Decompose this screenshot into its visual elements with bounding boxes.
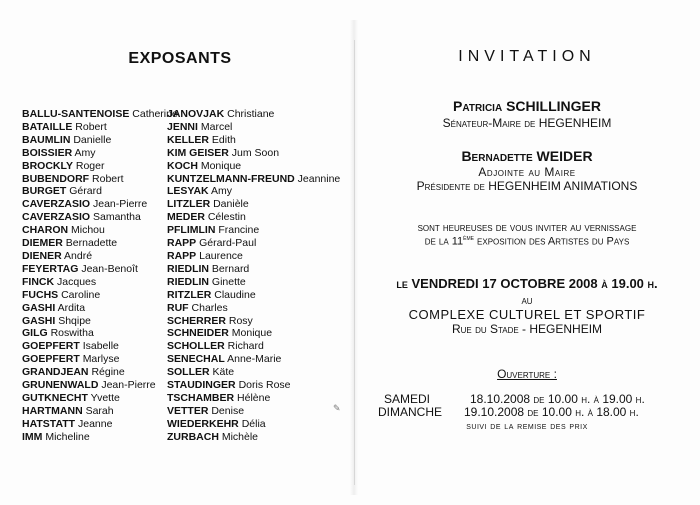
exhibitor-last-name: RIEDLIN xyxy=(167,275,209,288)
exhibitor-first-name: Francine xyxy=(218,224,260,237)
exhibitor-entry xyxy=(167,405,357,418)
exhibitor-last-name: PFLIMLIN xyxy=(167,224,216,237)
exhibitor-entry xyxy=(167,224,357,237)
au-text: au xyxy=(521,295,533,307)
exhibitor-entry xyxy=(167,263,357,276)
exhibitor-entry xyxy=(167,121,357,134)
exhibitor-entry xyxy=(22,353,172,366)
exhibitor-last-name: HARTMANN xyxy=(22,404,83,417)
schedule-day: SAMEDI xyxy=(384,392,431,406)
exhibitor-entry xyxy=(22,276,172,289)
invite-text-1: sont heureuses de vous inviter au vernissage xyxy=(417,222,637,234)
exhibitor-entry xyxy=(167,418,357,431)
exhibitor-entry xyxy=(167,108,357,121)
exhibitor-entry xyxy=(22,237,172,250)
exhibitor-entry xyxy=(22,263,172,276)
exhibitor-last-name: VETTER xyxy=(167,404,209,417)
exhibitor-first-name: Délia xyxy=(241,417,266,430)
host2-name: Bernadette WEIDER xyxy=(461,148,593,164)
exhibitor-first-name: Jean-Benoît xyxy=(81,262,138,275)
exhibitor-entry xyxy=(167,185,357,198)
exhibitor-first-name: Jean-Pierre xyxy=(101,379,156,392)
exhibitor-last-name: RAPP xyxy=(167,237,197,250)
exhibitor-first-name: Robert xyxy=(75,120,107,133)
exhibitor-entry xyxy=(22,327,172,340)
exhibitor-last-name: DIEMER xyxy=(22,237,63,250)
exhibitor-first-name: Doris Rose xyxy=(238,379,291,392)
venue-name: COMPLEXE CULTUREL ET SPORTIF xyxy=(408,307,646,322)
exhibitor-last-name: GASHI xyxy=(22,314,56,327)
exhibitor-entry xyxy=(22,147,172,160)
exhibitor-first-name: André xyxy=(64,249,93,262)
exhibitor-last-name: SCHERRER xyxy=(167,314,226,327)
exhibitors-title: EXPOSANTS xyxy=(128,50,232,67)
exhibitor-entry xyxy=(22,211,172,224)
exhibitor-entry xyxy=(167,379,357,392)
exhibitor-first-name: Robert xyxy=(92,172,124,185)
exhibitor-entry xyxy=(167,289,357,302)
exhibitor-last-name: KELLER xyxy=(167,133,209,146)
exhibitor-first-name: Sarah xyxy=(85,404,114,417)
exhibitor-first-name: Anne-Marie xyxy=(227,353,282,366)
exhibitor-last-name: KUNTZELMANN-FREUND xyxy=(167,172,295,185)
exhibitor-first-name: Christiane xyxy=(227,108,275,120)
exhibitor-last-name: BURGET xyxy=(22,185,67,198)
exhibitor-entry xyxy=(167,366,357,379)
exhibitor-first-name: Richard xyxy=(227,340,264,353)
exhibitor-first-name: Bernadette xyxy=(65,237,118,250)
venue-address: Rue du Stade - HEGENHEIM xyxy=(451,322,603,336)
exhibitor-last-name: BROCKLY xyxy=(22,159,73,172)
exhibitor-first-name: Marcel xyxy=(200,120,233,133)
exhibitor-first-name: Michou xyxy=(71,224,105,237)
exhibitor-entry xyxy=(22,198,172,211)
exhibitor-first-name: Catherine xyxy=(132,108,178,120)
exhibitor-last-name: RITZLER xyxy=(167,288,212,301)
exhibitor-last-name: GOEPFERT xyxy=(22,340,80,353)
exhibitor-entry xyxy=(22,431,172,444)
exhibitor-last-name: RAPP xyxy=(167,249,197,262)
prize-note: suivi de la remise des prix xyxy=(466,421,588,432)
exhibitor-entry xyxy=(167,340,357,353)
exhibitor-first-name: Yvette xyxy=(90,391,120,404)
exhibitor-last-name: STAUDINGER xyxy=(167,379,236,392)
exhibitor-last-name: GOEPFERT xyxy=(22,353,80,366)
exhibitor-first-name: Käte xyxy=(212,366,235,379)
schedule-row xyxy=(384,392,694,406)
exhibitor-entry xyxy=(22,134,172,147)
invite-text-2-sup: ème xyxy=(463,235,474,242)
invite-text-2-post: exposition des Artistes du Pays xyxy=(473,235,630,248)
exhibitor-entry xyxy=(167,276,357,289)
exhibitor-last-name: BATAILLE xyxy=(22,120,73,133)
host2-role-1: Adjointe au Maire xyxy=(478,165,576,179)
exhibitor-last-name: JANOVJAK xyxy=(167,108,225,120)
exhibitor-last-name: JENNI xyxy=(167,120,198,133)
exhibitor-first-name: Rosy xyxy=(228,314,253,327)
exhibitor-entry xyxy=(22,160,172,173)
exhibitor-entry xyxy=(167,173,357,186)
host1-role: Sénateur-Maire de HEGENHEIM xyxy=(442,116,612,130)
exhibitor-entry xyxy=(167,392,357,405)
exhibitor-last-name: TSCHAMBER xyxy=(167,391,235,404)
exhibitor-last-name: FEYERTAG xyxy=(22,262,79,275)
opening-label: Ouverture : xyxy=(497,367,557,381)
exhibitor-first-name: Bernard xyxy=(211,262,250,275)
event-date: le VENDREDI 17 OCTOBRE 2008 à 19.00 h. xyxy=(396,276,658,291)
exhibitor-last-name: BAUMLIN xyxy=(22,133,71,146)
exhibitor-first-name: Jeanne xyxy=(78,417,113,430)
exhibitor-last-name: BUBENDORF xyxy=(22,172,90,185)
exhibitor-entry xyxy=(22,173,172,186)
exhibitor-entry xyxy=(22,340,172,353)
exhibitor-first-name: Roswitha xyxy=(50,327,94,340)
exhibitor-first-name: Marlyse xyxy=(82,353,120,366)
exhibitor-last-name: CHARON xyxy=(22,224,69,237)
exhibitor-last-name: DIENER xyxy=(22,249,62,262)
exhibitor-entry xyxy=(167,211,357,224)
exhibitor-last-name: KOCH xyxy=(167,159,198,172)
exhibitor-last-name: BALLU-SANTENOISE xyxy=(22,108,130,120)
exhibitor-first-name: Danièle xyxy=(213,198,249,211)
exhibitor-last-name: GUTKNECHT xyxy=(22,391,88,404)
exhibitor-last-name: WIEDERKEHR xyxy=(167,417,239,430)
paper-mark: ✎ xyxy=(333,403,341,413)
exhibitor-entry xyxy=(22,302,172,315)
schedule-hours: 18.10.2008 de 10.00 h. à 19.00 h. xyxy=(470,392,645,406)
exhibitor-last-name: IMM xyxy=(22,430,43,443)
exhibitor-first-name: Ardita xyxy=(57,301,86,314)
exhibitor-entry xyxy=(167,250,357,263)
exhibitor-first-name: Samantha xyxy=(92,211,141,224)
exhibitor-last-name: CAVERZASIO xyxy=(22,211,91,224)
exhibitor-first-name: Caroline xyxy=(61,288,101,301)
invitation-title: INVITATION xyxy=(458,48,596,65)
exhibitor-entry xyxy=(22,224,172,237)
exhibitor-entry xyxy=(167,147,357,160)
exhibitor-last-name: GRANDJEAN xyxy=(22,366,89,379)
exhibitor-last-name: HATSTATT xyxy=(22,417,76,430)
exhibitor-last-name: MEDER xyxy=(167,211,205,224)
exhibitors-column-b xyxy=(167,108,357,444)
exhibitor-first-name: Monique xyxy=(231,327,273,340)
exhibitor-entry xyxy=(167,431,357,444)
exhibitor-first-name: Jum Soon xyxy=(231,146,280,159)
exhibitor-entry xyxy=(22,108,178,121)
exhibitor-entry xyxy=(22,121,172,134)
exhibitor-last-name: RIEDLIN xyxy=(167,262,209,275)
exhibitor-entry xyxy=(22,315,172,328)
exhibitor-last-name: GASHI xyxy=(22,301,56,314)
exhibitor-first-name: Monique xyxy=(200,159,242,172)
exhibitor-last-name: ZURBACH xyxy=(167,430,219,443)
exhibitor-entry xyxy=(167,315,357,328)
exhibitor-first-name: Roger xyxy=(75,159,105,172)
exhibitor-last-name: SCHOLLER xyxy=(167,340,225,353)
host1-name: Patricia SCHILLINGER xyxy=(453,98,601,114)
invite-text-2-pre: de la 11 xyxy=(424,235,464,248)
exhibitor-last-name: RUF xyxy=(167,301,189,314)
exhibitor-last-name: GILG xyxy=(22,327,48,340)
exhibitor-last-name: SOLLER xyxy=(167,366,210,379)
exhibitor-last-name: LITZLER xyxy=(167,198,211,211)
exhibitor-entry xyxy=(167,353,357,366)
exhibitor-entry xyxy=(22,250,172,263)
exhibitor-first-name: Danielle xyxy=(73,133,112,146)
exhibitor-first-name: Isabelle xyxy=(82,340,119,353)
exhibitor-entry xyxy=(167,198,357,211)
exhibitor-first-name: Jeannine xyxy=(297,172,341,185)
exhibitor-first-name: Régine xyxy=(91,366,125,379)
exhibitor-last-name: KIM GEISER xyxy=(167,146,229,159)
exhibitor-first-name: Michèle xyxy=(221,430,259,443)
exhibitor-first-name: Shqipe xyxy=(58,314,91,327)
exhibitor-first-name: Amy xyxy=(210,185,232,198)
exhibitor-entry xyxy=(22,392,172,405)
schedule-day: DIMANCHE xyxy=(378,405,443,419)
exhibitor-first-name: Gérard-Paul xyxy=(199,237,257,250)
exhibitor-entry xyxy=(167,237,357,250)
exhibitor-first-name: Ginette xyxy=(211,275,246,288)
exhibitor-first-name: Denise xyxy=(211,404,245,417)
exhibitor-last-name: BOISSIER xyxy=(22,146,73,159)
exhibitor-first-name: Amy xyxy=(74,146,96,159)
exhibitor-entry xyxy=(22,418,172,431)
exhibitor-first-name: Charles xyxy=(191,301,228,314)
exhibitor-first-name: Micheline xyxy=(45,430,90,443)
schedule-row xyxy=(378,405,688,419)
exhibitor-first-name: Célestin xyxy=(207,211,246,224)
exhibitor-entry xyxy=(22,366,172,379)
exhibitor-first-name: Jean-Pierre xyxy=(92,198,148,211)
exhibitor-first-name: Hélène xyxy=(237,391,271,404)
exhibitor-first-name: Laurence xyxy=(199,249,243,262)
exhibitor-last-name: SCHNEIDER xyxy=(167,327,229,340)
exhibitor-entry xyxy=(22,185,172,198)
exhibitor-last-name: GRUNENWALD xyxy=(22,379,99,392)
exhibitor-first-name: Claudine xyxy=(214,288,256,301)
exhibitor-entry xyxy=(22,379,172,392)
exhibitor-entry xyxy=(167,134,357,147)
exhibitor-first-name: Jacques xyxy=(57,275,97,288)
exhibitor-entry xyxy=(167,327,357,340)
exhibitor-last-name: SENECHAL xyxy=(167,353,225,366)
exhibitor-last-name: LESYAK xyxy=(167,185,209,198)
host2-role-2: Présidente de HEGENHEIM ANIMATIONS xyxy=(416,179,638,193)
exhibitor-first-name: Edith xyxy=(211,133,236,146)
exhibitor-first-name: Gérard xyxy=(69,185,102,198)
exhibitor-entry xyxy=(22,289,172,302)
exhibitor-last-name: FUCHS xyxy=(22,288,59,301)
exhibitor-entry xyxy=(22,405,172,418)
invite-text-2 xyxy=(362,235,692,248)
exhibitor-last-name: FINCK xyxy=(22,275,55,288)
exhibitor-last-name: CAVERZASIO xyxy=(22,198,91,211)
schedule-hours: 19.10.2008 de 10.00 h. à 18.00 h. xyxy=(464,405,639,419)
exhibitor-entry xyxy=(167,160,357,173)
exhibitor-entry xyxy=(167,302,357,315)
